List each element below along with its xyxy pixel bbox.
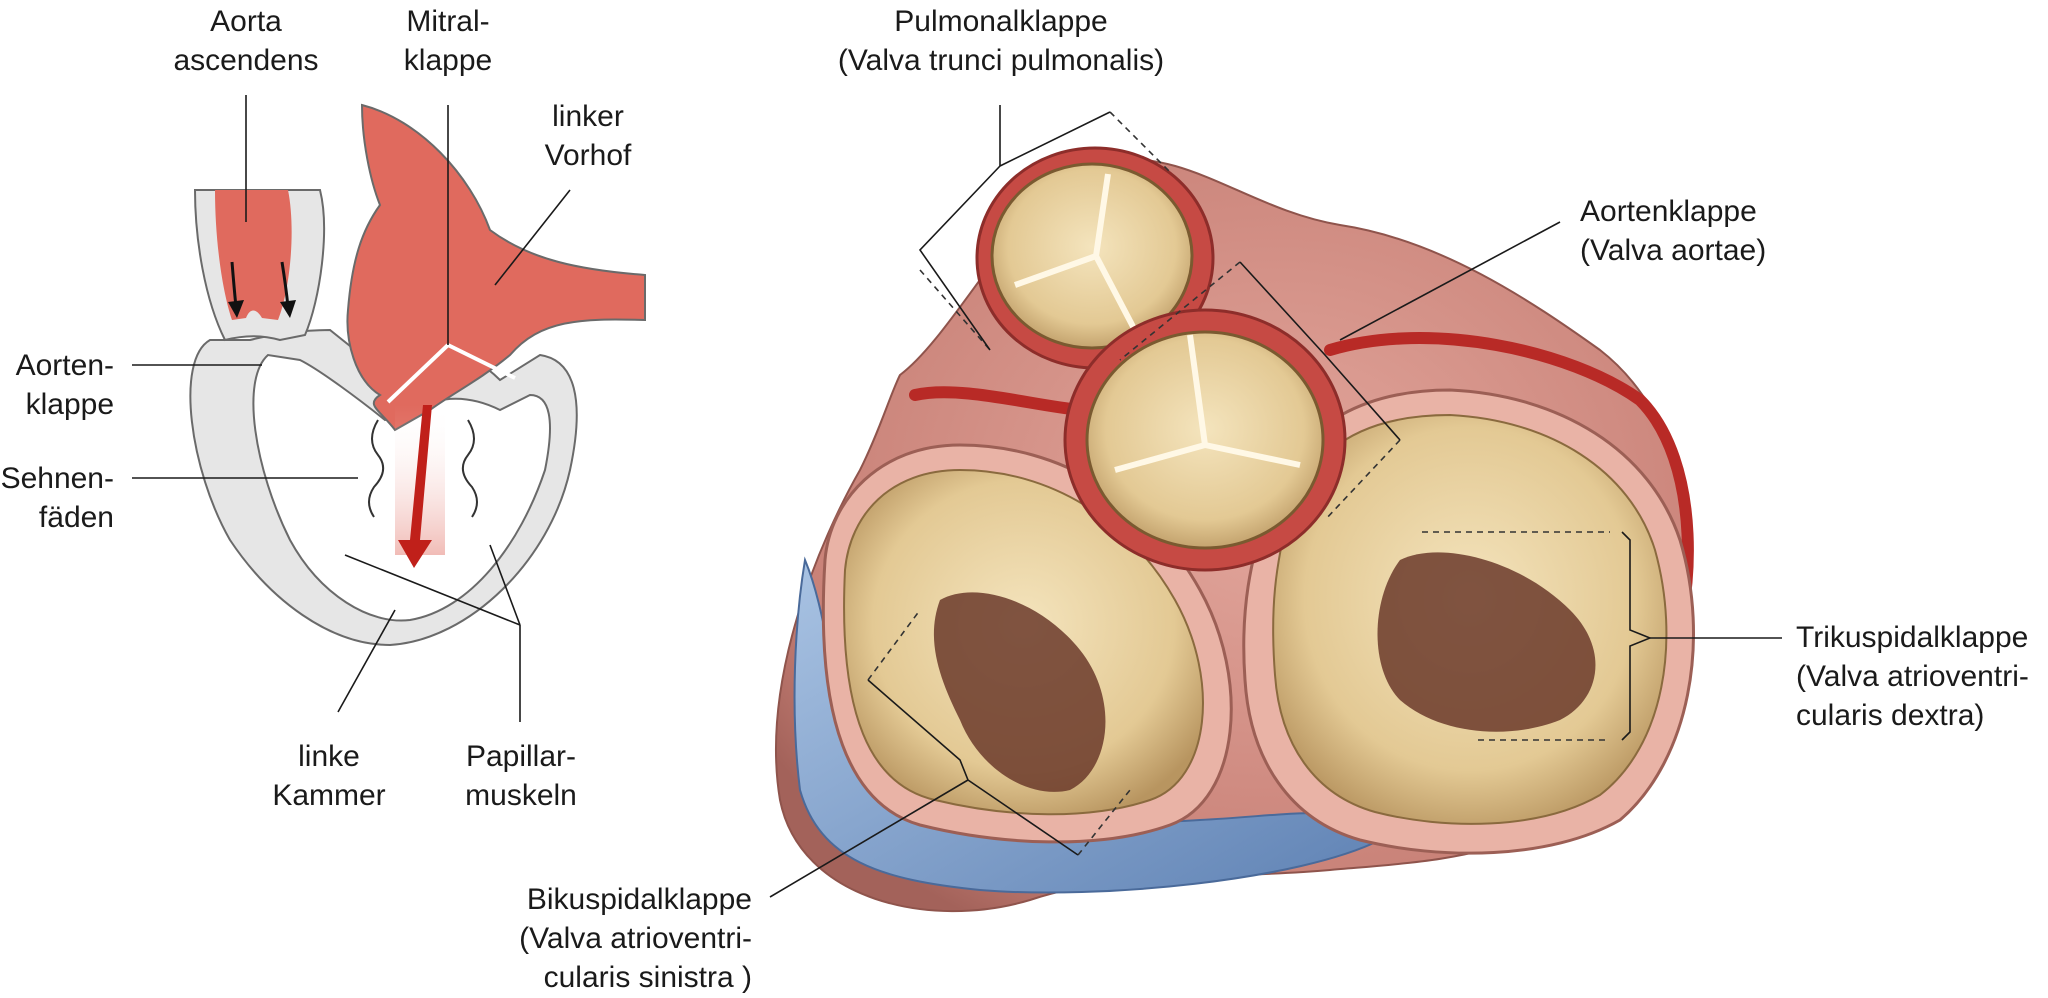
aortic-valve <box>1065 310 1345 570</box>
label-aortenklappe-right: Aortenklappe (Valva aortae) <box>1580 195 1767 267</box>
label-linker-vorhof: linker Vorhof <box>544 100 632 172</box>
label-trikuspidalklappe: Trikuspidalklappe (Valva atrioventri- cularis dextra) <box>1796 621 2029 732</box>
label-sehnenfaeden: Sehnen- fäden <box>0 462 114 534</box>
left-schematic <box>132 95 645 722</box>
label-pulmonalklappe: Pulmonalklappe (Valva trunci pulmonalis) <box>837 5 1165 77</box>
label-linke-kammer: linke Kammer <box>272 740 386 812</box>
label-mitralklappe: Mitral- klappe <box>403 5 493 77</box>
label-aortenklappe-left: Aorten- klappe <box>15 349 114 421</box>
label-bikuspidalklappe: Bikuspidalklappe (Valva atrioventri- cularis sinistra ) <box>519 883 752 994</box>
label-aorta-ascendens: Aorta ascendens <box>173 5 319 77</box>
label-papillarmuskeln: Papillar- muskeln <box>465 740 577 812</box>
